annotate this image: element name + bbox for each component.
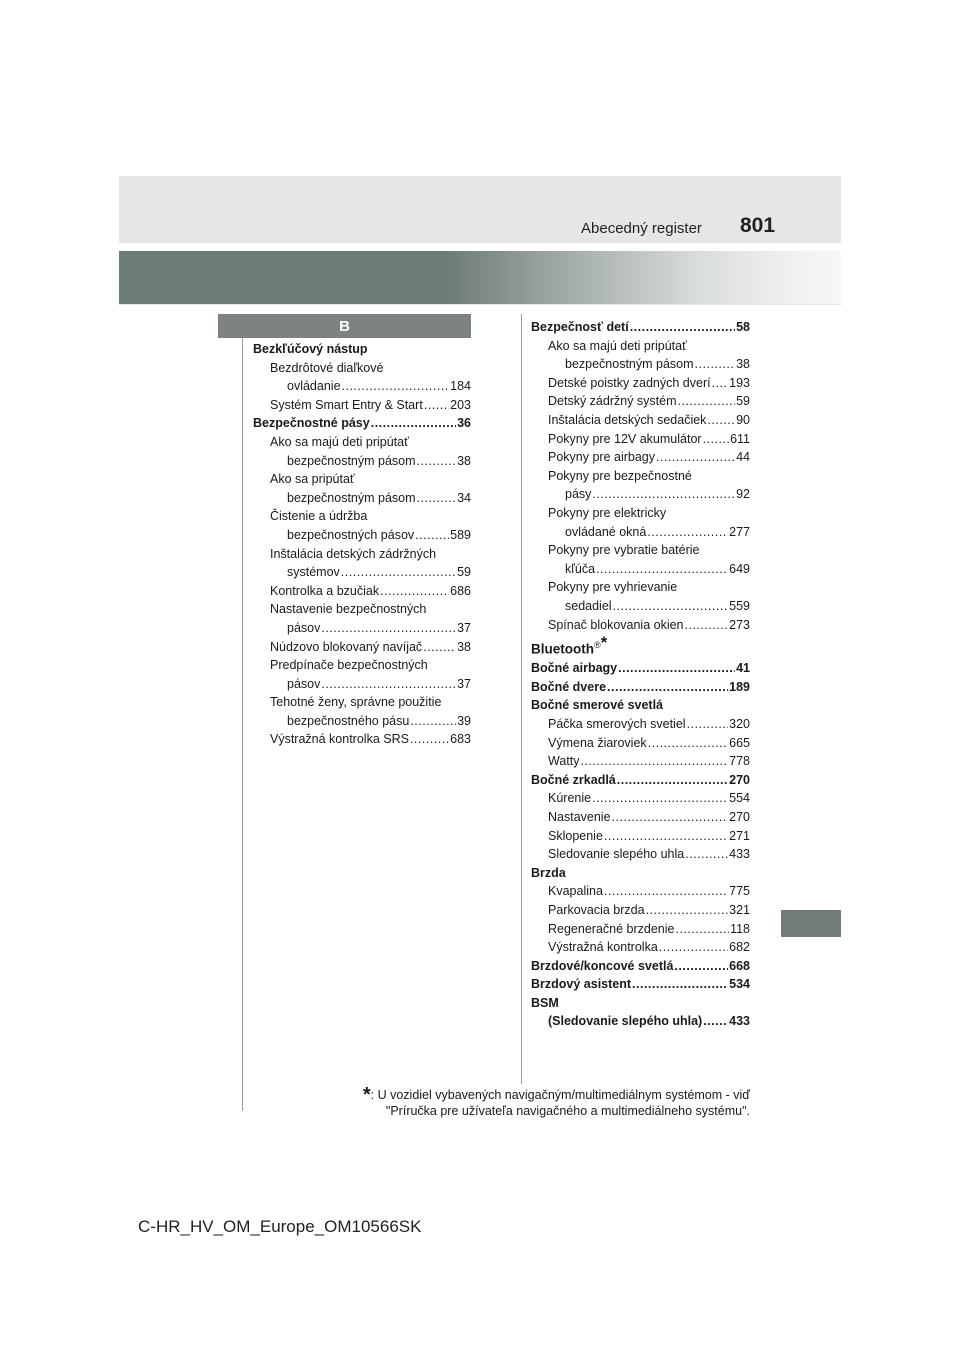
index-entry-page: 44: [736, 450, 750, 465]
index-entry-text: Pokyny pre bezpečnostné: [548, 468, 692, 483]
index-entry: [531, 485, 750, 504]
index-entry: [531, 430, 750, 449]
index-entry-page: 668: [729, 958, 750, 973]
index-entry: [531, 771, 750, 790]
leader-dots: [321, 619, 456, 638]
index-entry-text: Bočné airbagy: [531, 661, 618, 676]
index-entry: [253, 619, 471, 638]
index-entry-page: 277: [729, 524, 750, 539]
index-entry-text: bezpečnostného pásu: [287, 713, 410, 728]
index-entry-text: Ako sa majú deti pripútať: [548, 338, 687, 353]
index-entry-text: Pokyny pre vyhrievanie: [548, 580, 678, 595]
leader-dots: [341, 563, 456, 582]
index-entry-text: sedadiel: [565, 598, 612, 613]
index-entry: [531, 678, 750, 697]
index-entry-page: 90: [736, 412, 750, 427]
index-entry-text: Bočné smerové svetlá: [531, 698, 664, 713]
leader-dots: [592, 485, 735, 504]
index-entry: [531, 734, 750, 753]
index-entry-page: 37: [457, 620, 471, 635]
leader-dots: [604, 882, 728, 901]
index-entry-page: 38: [457, 639, 471, 654]
index-entry-text: BSM: [531, 995, 559, 1010]
index-entry-text: Núdzovo blokovaný navíjač: [270, 639, 423, 654]
leader-dots: [417, 452, 457, 471]
index-entry: [253, 545, 471, 564]
header-title: Abecedný register: [581, 220, 702, 237]
index-entry-text: Bočné zrkadlá: [531, 772, 616, 787]
leader-dots: [695, 355, 736, 374]
index-entry-page: 92: [736, 487, 750, 502]
index-entry-text: bezpečnostným pásom: [287, 453, 416, 468]
index-entry: [253, 582, 471, 601]
index-entry-page: 611: [730, 431, 750, 446]
index-entry: [253, 414, 471, 433]
header-rule: [119, 304, 841, 305]
index-entry: [531, 578, 750, 597]
leader-dots: [687, 715, 729, 734]
index-entry-text: Regeneračné brzdenie: [548, 921, 675, 936]
index-entry: [531, 659, 750, 678]
index-entry-page: 271: [729, 828, 750, 843]
leader-dots: [415, 526, 449, 545]
index-entry-text: Pokyny pre 12V akumulátor: [548, 431, 702, 446]
index-entry: [253, 656, 471, 675]
index-entry-text: Kvapalina: [548, 884, 603, 899]
index-entry-text: Parkovacia brzda: [548, 902, 645, 917]
index-entry-text: (Sledovanie slepého uhla): [548, 1014, 703, 1029]
index-entry-page: 559: [729, 598, 750, 613]
index-entry: [531, 882, 750, 901]
index-entry: [253, 638, 471, 657]
leader-dots: [321, 675, 456, 694]
index-entry-text: Nastavenie: [548, 809, 611, 824]
leader-dots: [707, 411, 735, 430]
index-entry: [531, 523, 750, 542]
index-entry-page: 58: [736, 320, 750, 334]
index-thumb-tab: [781, 910, 841, 937]
index-entry: [253, 563, 471, 582]
index-entry-text: Výmena žiaroviek: [548, 735, 647, 750]
leader-dots: [648, 734, 728, 753]
leader-dots: [607, 678, 728, 697]
index-entry-page: 184: [450, 379, 471, 394]
leader-dots: [674, 957, 728, 976]
index-entry: [253, 340, 471, 359]
leader-dots: [685, 845, 728, 864]
leader-dots: [613, 597, 729, 616]
index-entry: [253, 693, 471, 712]
footnote-line-1: : U vozidiel vybavených navigačným/multimediálnym systémom - viď: [370, 1088, 750, 1102]
index-entry-text: Brzdový asistent: [531, 977, 632, 992]
index-entry-text: Ako sa majú deti pripútať: [270, 434, 409, 449]
index-entry-text: Pokyny pre vybratie batérie: [548, 543, 700, 558]
header-band: [119, 176, 841, 243]
index-entry-page: 775: [729, 884, 750, 899]
leader-dots: [417, 489, 457, 508]
index-entry-page: 649: [729, 561, 750, 576]
index-entry: [253, 526, 471, 545]
index-entry: [531, 696, 750, 715]
index-entry-text: Spínač blokovania okien: [548, 617, 684, 632]
leader-dots: [659, 938, 728, 957]
index-entry: [253, 470, 471, 489]
index-entry: [531, 318, 750, 337]
index-entry: [531, 845, 750, 864]
index-entry-text: pásov: [287, 620, 321, 635]
index-entry: [253, 600, 471, 619]
leader-dots: [675, 920, 729, 939]
index-entry-page: 778: [729, 754, 750, 769]
index-entry-page: 38: [736, 357, 750, 372]
leader-dots: [612, 808, 729, 827]
leader-dots: [647, 523, 728, 542]
index-entry-page: 665: [729, 735, 750, 750]
index-entry-page: 589: [450, 527, 471, 542]
index-entry-page: 686: [450, 583, 471, 598]
index-entry-page: 683: [450, 732, 471, 747]
leader-dots: [380, 582, 449, 601]
index-entry-text: Inštalácia detských zádržných: [270, 546, 437, 561]
index-entry-page: 534: [729, 977, 750, 992]
index-entry-page: 36: [457, 416, 471, 431]
index-entry-text: Watty: [548, 754, 580, 769]
index-entry-text: Sklopenie: [548, 828, 603, 843]
leader-dots: [371, 414, 456, 433]
index-entry-text: Bočné dvere: [531, 679, 607, 694]
footnote-star: *: [362, 1084, 371, 1106]
leader-dots: [580, 752, 728, 771]
index-entry-text: Kontrolka a bzučiak: [270, 583, 380, 598]
index-entry: [531, 789, 750, 808]
header-gradient-bar: [119, 251, 841, 304]
index-entry-page: 320: [729, 716, 750, 731]
index-entry: [531, 411, 750, 430]
leader-dots: [656, 448, 735, 467]
leader-dots: [703, 430, 730, 449]
index-entry-text: Inštalácia detských sedačiek: [548, 412, 707, 427]
leader-dots: [410, 730, 449, 749]
index-entry-text: Bezkľúčový nástup: [253, 342, 368, 356]
index-entry: [531, 597, 750, 616]
leader-dots: [423, 638, 456, 657]
index-entry-text: Predpínače bezpečnostných: [270, 658, 428, 673]
index-entry: [531, 560, 750, 579]
page-number: 801: [740, 214, 776, 237]
leader-dots: [424, 396, 449, 415]
index-entry: [253, 712, 471, 731]
leader-dots: [617, 771, 728, 790]
leader-dots: [712, 374, 729, 393]
index-entry: [531, 827, 750, 846]
column-divider: [521, 314, 522, 1084]
index-entry-page: 59: [457, 565, 471, 580]
index-entry-text: pásy: [565, 487, 592, 502]
index-entry-text: systémov: [287, 565, 340, 580]
index-entry: [531, 957, 750, 976]
index-entry-text: Brzda: [531, 865, 566, 880]
index-entry-page: 39: [457, 713, 471, 728]
leader-dots: [703, 1012, 728, 1031]
index-entry-page: 38: [457, 453, 471, 468]
index-entry-text: Výstražná kontrolka SRS: [270, 732, 409, 747]
index-entry-page: 203: [450, 397, 471, 412]
index-entry-page: 433: [729, 847, 750, 862]
index-entry-text: Systém Smart Entry & Start: [270, 397, 423, 412]
index-entry-text: Pokyny pre airbagy: [548, 450, 656, 465]
index-entry-page: 189: [729, 679, 750, 694]
index-entry: [253, 730, 471, 749]
index-entry: [531, 504, 750, 523]
index-entry-text: bezpečnostným pásom: [287, 490, 416, 505]
index-entry: [531, 1012, 750, 1031]
index-entry: [253, 377, 471, 396]
leader-dots: [618, 659, 735, 678]
leader-dots: [410, 712, 456, 731]
index-entry: [531, 392, 750, 411]
index-entry-page: 41: [736, 661, 750, 676]
index-column-left: [253, 340, 471, 749]
index-entry-text: bezpečnostných pásov: [287, 527, 415, 542]
index-entry: [531, 715, 750, 734]
index-entry: [531, 541, 750, 560]
index-entry-text: Detský zádržný systém: [548, 394, 677, 409]
index-entry: [531, 752, 750, 771]
index-entry-text: Nastavenie bezpečnostných: [270, 602, 427, 617]
index-entry: [253, 396, 471, 415]
index-entry-text: Brzdové/koncové svetlá: [531, 958, 674, 973]
index-entry-text: Detské poistky zadných dverí: [548, 375, 711, 390]
leader-dots: [592, 789, 728, 808]
index-entry-page: 59: [736, 394, 750, 409]
index-entry: [531, 901, 750, 920]
index-entry-page: 37: [457, 676, 471, 691]
index-entry-page: 118: [730, 921, 750, 936]
leader-dots: [646, 901, 729, 920]
index-entry: [253, 359, 471, 378]
index-entry: [531, 938, 750, 957]
index-entry: [531, 808, 750, 827]
index-entry: [253, 675, 471, 694]
leader-dots: [630, 318, 735, 337]
index-entry-text: Čistenie a údržba: [270, 509, 368, 524]
index-entry: [531, 467, 750, 486]
index-entry: [531, 374, 750, 393]
index-entry-bluetooth: Bluetooth®*: [531, 633, 608, 657]
index-entry: [531, 337, 750, 356]
footnote-line-2: "Príručka pre užívateľa navigačného a multimediálneho systému".: [385, 1104, 750, 1118]
index-entry-text: bezpečnostným pásom: [565, 357, 694, 372]
index-column-right: [531, 318, 750, 1031]
leader-dots: [632, 975, 728, 994]
leader-dots: [678, 392, 736, 411]
index-entry: [531, 994, 750, 1013]
index-entry-text: Bezpečnostné pásy: [253, 416, 370, 431]
index-entry-text: Kúrenie: [548, 791, 592, 806]
index-entry: [253, 507, 471, 526]
section-letter-header: B: [218, 314, 471, 338]
index-entry-page: 270: [729, 809, 750, 824]
index-entry-page: 273: [729, 617, 750, 632]
index-entry-text: ovládané okná: [565, 524, 647, 539]
leader-dots: [604, 827, 728, 846]
index-entry-text: pásov: [287, 676, 321, 691]
index-entry: [253, 433, 471, 452]
index-entry-text: Páčka smerových svetiel: [548, 716, 686, 731]
index-entry-text: Sledovanie slepého uhla: [548, 847, 685, 862]
index-entry-page: 193: [729, 375, 750, 390]
index-entry-text: Bezpečnosť detí: [531, 320, 629, 334]
index-entry-text: Tehotné ženy, správne použitie: [270, 695, 442, 710]
index-entry: [531, 616, 750, 635]
document-code: C-HR_HV_OM_Europe_OM10566SK: [138, 1217, 422, 1236]
index-entry: [531, 864, 750, 883]
index-entry-text: Ako sa pripútať: [270, 472, 355, 487]
index-entry-text: Výstražná kontrolka: [548, 940, 658, 955]
index-entry: [531, 355, 750, 374]
footnote: [260, 1084, 750, 1119]
index-entry-page: 34: [457, 490, 471, 505]
index-entry-page: 270: [729, 772, 750, 787]
index-entry-text: ovládanie: [287, 379, 341, 394]
index-entry: [531, 975, 750, 994]
leader-dots: [596, 560, 728, 579]
index-entry-text: Bezdrôtové diaľkové: [270, 360, 384, 375]
index-entry-text: Pokyny pre elektricky: [548, 505, 667, 520]
index-entry-page: 433: [729, 1014, 750, 1029]
left-margin-rule: [242, 314, 243, 1111]
index-entry-page: 554: [729, 791, 750, 806]
leader-dots: [685, 616, 729, 635]
index-entry: [531, 920, 750, 939]
index-entry: [531, 448, 750, 467]
index-entry: [253, 452, 471, 471]
leader-dots: [342, 377, 450, 396]
index-entry: [253, 489, 471, 508]
index-entry-text: kľúča: [565, 561, 596, 576]
index-entry-page: 321: [729, 902, 750, 917]
index-entry-page: 682: [729, 940, 750, 955]
